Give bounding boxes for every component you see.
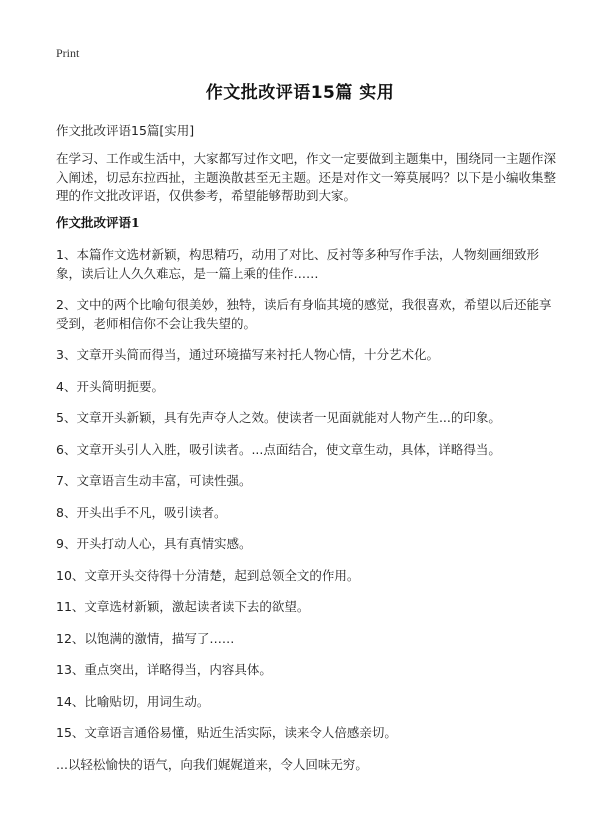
list-item: 13、重点突出，详略得当，内容具体。: [56, 662, 272, 677]
list-item: 5、文章开头新颖，具有先声夺人之效。使读者一见面就能对人物产生...的印象。: [56, 410, 501, 425]
list-item: 11、文章选材新颖，激起读者读下去的欲望。: [56, 599, 310, 614]
list-item: 1、本篇作文选材新颖，构思精巧，动用了对比、反衬等多种写作手法，人物刻画细致形象，读后让人久久难忘，是一篇上乘的佳作……: [56, 247, 539, 281]
list-item: 10、文章开头交待得十分清楚，起到总领全文的作用。: [56, 567, 360, 583]
list-item: 12、以饱满的激情，描写了……: [56, 630, 235, 646]
list-item: 8、开头出手不凡，吸引读者。: [56, 504, 227, 520]
list-item: 2、文中的两个比喻句很美妙，独特，读后有身临其境的感觉，我很喜欢，希望以后还能享受到，老师相信你不会让我失望的。: [56, 297, 552, 331]
list-item: ...以轻松愉快的语气，向我们娓娓道来，令人回味无穷。: [56, 756, 368, 772]
list-item: 4、开头简明扼要。: [56, 378, 164, 394]
print-label: Print: [56, 46, 80, 60]
list-item: 7、文章语言生动丰富，可读性强。: [56, 473, 252, 488]
list-item: 6、文章开头引人入胜，吸引读者。...点面结合，使文章生动，具体，详略得当。: [56, 441, 501, 457]
page-title: 作文批改评语15篇 实用: [205, 83, 395, 103]
document-subtitle: 作文批改评语15篇[实用]: [56, 123, 195, 138]
section-heading: 作文批改评语1: [56, 215, 140, 230]
intro-paragraph: 在学习、工作或生活中，大家都写过作文吧，作文一定要做到主题集中，围绕同一主题作深入阐述，切忌东拉西扯，主题涣散甚至无主题。还是对作文一筹莫展吗？以下是小编收集整理的作文批改评语，仅供参考，希望能够帮助到大家。: [56, 151, 557, 203]
list-item: 15、文章语言通俗易懂，贴近生活实际，读来令人倍感亲切。: [56, 725, 397, 740]
list-item: 3、文章开头简而得当，通过环境描写来衬托人物心情，十分艺术化。: [56, 347, 439, 362]
list-item: 14、比喻贴切，用词生动。: [56, 693, 210, 709]
comment-list: [56, 246, 558, 787]
list-item: 9、开头打动人心，具有真情实感。: [56, 536, 252, 551]
